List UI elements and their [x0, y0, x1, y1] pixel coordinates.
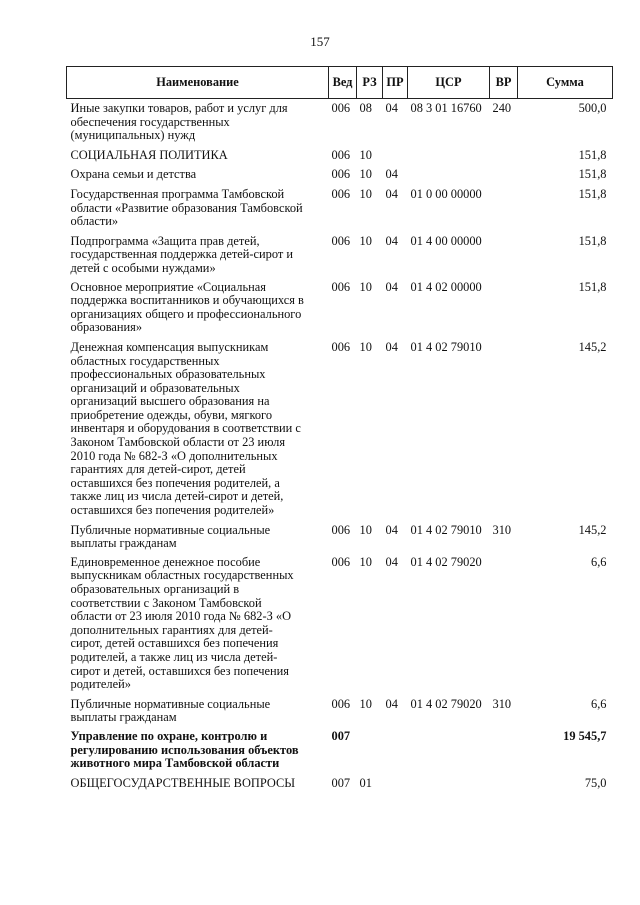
- row-csr: 01 4 02 00000: [410, 279, 482, 294]
- table-row: [67, 276, 613, 335]
- budget-table: [66, 66, 613, 790]
- row-pr: 04: [385, 522, 398, 537]
- row-vr: [490, 335, 518, 518]
- table-row: [67, 229, 613, 276]
- row-sum: 151,8: [578, 186, 607, 201]
- row-rz: [357, 725, 383, 771]
- row-name-line: оставшихся без попечения родителей, а: [70, 475, 280, 490]
- row-rz: 10: [359, 233, 372, 248]
- header-csr: ЦСР: [408, 67, 490, 99]
- row-name: [67, 335, 329, 518]
- header-name: Наименование: [67, 67, 329, 99]
- row-name-line: профессиональных образовательных: [70, 367, 266, 382]
- row-pr: 04: [385, 696, 398, 711]
- header-sum: Сумма: [518, 67, 613, 99]
- row-name-line: Основное мероприятие «Социальная: [70, 279, 266, 294]
- row-name-line: 2010 года № 682-З «О дополнительных: [70, 448, 278, 463]
- row-csr: 01 4 02 79010: [410, 339, 482, 354]
- row-name-line: регулированию использования объектов: [70, 742, 299, 757]
- row-csr: 01 4 00 00000: [410, 233, 482, 248]
- row-vr: [490, 143, 518, 163]
- row-name: [67, 771, 329, 791]
- row-pr: 04: [385, 101, 398, 115]
- row-name: [67, 99, 329, 143]
- row-name-line: (муниципальных) нужд: [70, 128, 196, 143]
- row-name: [67, 229, 329, 276]
- row-name-line: дополнительных гарантиях для детей-: [70, 622, 273, 637]
- row-name: [67, 518, 329, 551]
- row-name-line: детей с особыми нуждами»: [70, 260, 216, 275]
- row-ved: 006: [331, 167, 351, 182]
- row-ved: 006: [331, 522, 351, 537]
- row-name-line: сирот и детей, оставшихся без попечения: [70, 663, 289, 678]
- row-name-line: области»: [70, 214, 119, 229]
- row-csr: [408, 162, 490, 182]
- row-name-line: Публичные нормативные социальные: [70, 696, 271, 711]
- table-row: [67, 551, 613, 692]
- row-ved: 007: [331, 775, 351, 790]
- row-name-line: Управление по охране, контролю и: [70, 728, 268, 743]
- row-name-line: организаций высшего образования на: [70, 394, 270, 409]
- row-name-line: выплаты гражданам: [70, 710, 177, 725]
- table-row: [67, 771, 613, 791]
- row-rz: 10: [359, 186, 372, 201]
- header-vr: ВР: [490, 67, 518, 99]
- table-row: [67, 99, 613, 143]
- row-vr: 310: [492, 696, 512, 711]
- table-header: [67, 67, 613, 99]
- row-name-line: сирот, детей оставшихся без попечения: [70, 636, 279, 651]
- row-rz: 10: [359, 339, 372, 354]
- row-vr: [490, 725, 518, 771]
- row-sum: 75,0: [584, 775, 607, 790]
- row-sum: 151,8: [578, 167, 607, 182]
- row-ved: 006: [331, 147, 351, 162]
- row-name-line: образовательных организаций в: [70, 582, 240, 596]
- row-rz: 10: [359, 696, 372, 711]
- row-csr: 01 4 02 79010: [410, 522, 482, 537]
- row-name: [67, 182, 329, 229]
- row-csr: 08 3 01 16760: [410, 101, 482, 115]
- row-name-line: СОЦИАЛЬНАЯ ПОЛИТИКА: [70, 147, 228, 162]
- row-sum: 6,6: [591, 554, 607, 569]
- row-name-line: выпускникам областных государственных: [70, 568, 294, 583]
- row-csr: 01 4 02 79020: [410, 554, 482, 569]
- row-csr: 01 4 02 79020: [410, 696, 482, 711]
- row-sum: 145,2: [578, 522, 607, 537]
- row-rz: 10: [359, 147, 372, 162]
- row-rz: 10: [359, 167, 372, 182]
- row-csr: 01 0 00 00000: [410, 186, 482, 201]
- row-name-line: государственная поддержка детей-сирот и: [70, 247, 294, 262]
- row-csr: [408, 143, 490, 163]
- row-name-line: организаций и образовательных: [70, 380, 240, 395]
- row-ved: 006: [331, 696, 351, 711]
- row-ved: 006: [331, 339, 351, 354]
- row-name-line: образования»: [70, 320, 143, 335]
- row-name-line: также лиц из числа детей-сирот и детей,: [70, 489, 284, 504]
- row-pr: 04: [385, 554, 398, 569]
- row-vr: [490, 182, 518, 229]
- row-name-line: Единовременное денежное пособие: [70, 554, 261, 569]
- row-name-line: Публичные нормативные социальные: [70, 522, 271, 537]
- row-ved: 007: [331, 728, 351, 743]
- row-name-line: обеспечения государственных: [70, 114, 230, 129]
- row-name-line: оставшихся без попечения родителей»: [70, 503, 275, 518]
- row-vr: [490, 276, 518, 335]
- row-sum: 145,2: [578, 339, 607, 354]
- header-ved: Вед: [329, 67, 357, 99]
- row-name: [67, 551, 329, 692]
- row-rz: 01: [359, 775, 372, 790]
- row-csr: [408, 771, 490, 791]
- row-pr: [383, 143, 408, 163]
- row-name-line: области от 23 июля 2010 года № 682-З «О: [70, 609, 292, 624]
- row-vr: [490, 551, 518, 692]
- row-pr: 04: [385, 279, 398, 294]
- row-name: [67, 162, 329, 182]
- row-name-line: Законом Тамбовской области от 23 июля: [70, 435, 286, 450]
- table-row: [67, 692, 613, 725]
- row-vr: 240: [492, 101, 512, 115]
- row-vr: 310: [492, 522, 512, 537]
- row-name-line: Государственная программа Тамбовской: [70, 186, 285, 201]
- row-sum: 151,8: [578, 279, 607, 294]
- row-name-line: родителей, а также лиц из числа детей-: [70, 649, 278, 664]
- row-ved: 006: [331, 279, 351, 294]
- row-pr: [383, 725, 408, 771]
- row-sum: 6,6: [591, 696, 607, 711]
- row-name: [67, 143, 329, 163]
- row-pr: 04: [385, 186, 398, 201]
- row-name-line: гарантиях для детей-сирот, детей: [70, 462, 246, 477]
- row-sum: 151,8: [578, 233, 607, 248]
- row-name-line: Охрана семьи и детства: [70, 167, 197, 182]
- table-row: [67, 143, 613, 163]
- row-name-line: поддержка воспитанников и обучающихся в: [70, 293, 304, 308]
- row-pr: 04: [385, 233, 398, 248]
- row-name-line: Денежная компенсация выпускникам: [70, 339, 269, 354]
- row-name-line: соответствии с Законом Тамбовской: [70, 595, 262, 610]
- row-csr: [408, 725, 490, 771]
- table-row: [67, 518, 613, 551]
- row-name-line: ОБЩЕГОСУДАРСТВЕННЫЕ ВОПРОСЫ: [70, 775, 296, 790]
- row-ved: 006: [331, 233, 351, 248]
- row-rz: 10: [359, 554, 372, 569]
- row-name-line: области «Развитие образования Тамбовской: [70, 200, 303, 215]
- table-body: [67, 99, 613, 791]
- row-name-line: родителей»: [70, 677, 131, 692]
- row-vr: [490, 162, 518, 182]
- row-pr: 04: [385, 339, 398, 354]
- row-ved: 006: [331, 554, 351, 569]
- row-rz: 08: [359, 101, 372, 115]
- row-name-line: животного мира Тамбовской области: [70, 756, 280, 771]
- header-rz: РЗ: [357, 67, 383, 99]
- table-row: [67, 725, 613, 771]
- row-name-line: выплаты гражданам: [70, 536, 177, 551]
- row-name-line: инвентаря и оборудования в соответствии с: [70, 421, 301, 436]
- page-number: 157: [310, 34, 330, 49]
- row-pr: 04: [385, 167, 398, 182]
- header-pr: ПР: [383, 67, 408, 99]
- row-sum: 19 545,7: [563, 728, 607, 743]
- row-sum: 500,0: [578, 101, 607, 115]
- table-row: [67, 335, 613, 518]
- row-rz: 10: [359, 522, 372, 537]
- table-row: [67, 182, 613, 229]
- row-sum: 151,8: [578, 147, 607, 162]
- row-rz: 10: [359, 279, 372, 294]
- row-name-line: организациях общего и профессионального: [70, 306, 302, 321]
- row-name-line: Иные закупки товаров, работ и услуг для: [70, 101, 288, 115]
- row-name: [67, 725, 329, 771]
- row-name-line: Подпрограмма «Защита прав детей,: [70, 233, 260, 248]
- table-row: [67, 162, 613, 182]
- row-vr: [490, 771, 518, 791]
- row-name-line: областных государственных: [70, 353, 220, 368]
- row-ved: 006: [331, 186, 351, 201]
- row-name: [67, 692, 329, 725]
- row-ved: 006: [331, 101, 351, 115]
- row-pr: [383, 771, 408, 791]
- row-name: [67, 276, 329, 335]
- row-vr: [490, 229, 518, 276]
- row-name-line: приобретение одежды, обуви, мягкого: [70, 407, 273, 422]
